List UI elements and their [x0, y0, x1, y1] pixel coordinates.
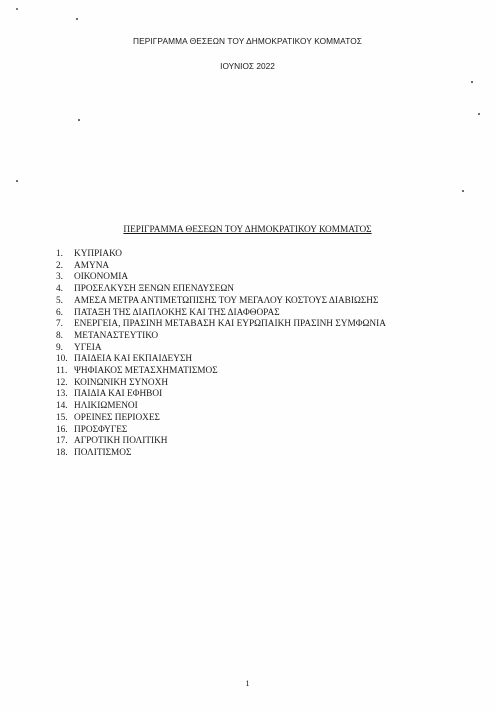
- topic-number: 1.: [56, 249, 63, 259]
- topic-item: [56, 261, 416, 273]
- scan-speck: [16, 8, 18, 10]
- topic-text: ΠΑΤΑΞΗ ΤΗΣ ΔΙΑΠΛΟΚΗΣ ΚΑΙ ΤΗΣ ΔΙΑΦΘΟΡΑΣ: [74, 307, 280, 318]
- topic-number: 10.: [56, 354, 68, 365]
- topic-text: ΗΛΙΚΙΩΜΕΝΟΙ: [74, 401, 138, 412]
- topic-text: ΑΓΡΟΤΙΚΗ ΠΟΛΙΤΙΚΗ: [74, 436, 168, 447]
- topic-item: [56, 249, 416, 261]
- topic-number: 16.: [56, 424, 68, 435]
- topic-number: 17.: [56, 436, 68, 447]
- header-date: ΙΟΥΝΙΟΣ 2022: [220, 61, 275, 71]
- topic-item: [56, 284, 416, 296]
- topic-item: [56, 343, 416, 355]
- topic-text: ΠΟΛΙΤΙΣΜΟΣ: [74, 447, 132, 458]
- scan-speck: [76, 18, 78, 20]
- topic-text: ΠΡΟΣΕΛΚΥΣΗ ΞΕΝΩΝ ΕΠΕΝΔΥΣΕΩΝ: [74, 284, 234, 295]
- topic-number: 3.: [56, 272, 63, 283]
- topic-item: [56, 272, 416, 284]
- topics-list: [56, 249, 416, 460]
- topic-number: 9.: [56, 342, 63, 353]
- topic-item: [56, 425, 416, 437]
- topic-text: ΜΕΤΑΝΑΣΤΕΥΤΙΚΟ: [74, 330, 159, 341]
- topic-text: ΠΑΙΔΕΙΑ ΚΑΙ ΕΚΠΑΙΔΕΥΣΗ: [74, 354, 193, 365]
- topic-number: 5.: [56, 295, 63, 306]
- scan-speck: [471, 81, 473, 83]
- topic-text: ΥΓΕΙΑ: [74, 342, 102, 353]
- topic-item: [56, 436, 416, 448]
- topic-number: 15.: [56, 412, 68, 423]
- topic-text: ΟΙΚΟΝΟΜΙΑ: [74, 272, 129, 283]
- topic-item: [56, 308, 416, 320]
- topic-text: ΚΟΙΝΩΝΙΚΗ ΣΥΝΟΧΗ: [74, 377, 169, 388]
- topic-item: [56, 296, 416, 308]
- topic-number: 12.: [56, 377, 68, 388]
- topic-number: 13.: [56, 389, 68, 400]
- topic-item: [56, 378, 416, 390]
- scan-speck: [462, 190, 464, 192]
- topic-number: 2.: [56, 260, 63, 271]
- topic-number: 11.: [56, 366, 68, 377]
- topic-number: 14.: [56, 401, 68, 412]
- scan-speck: [16, 180, 18, 182]
- topic-text: ΟΡΕΙΝΕΣ ΠΕΡΙΟΧΕΣ: [74, 412, 160, 423]
- topic-text: ΠΑΙΔΙΑ ΚΑΙ ΕΦΗΒΟΙ: [74, 389, 163, 400]
- topic-number: 7.: [56, 319, 63, 330]
- topic-number: 18.: [56, 447, 68, 458]
- topic-number: 6.: [56, 307, 63, 318]
- topic-text: ΕΝΕΡΓΕΙΑ, ΠΡΑΣΙΝΗ ΜΕΤΑΒΑΣΗ ΚΑΙ ΕΥΡΩΠΑΙΚΗ ΠΡΑΣΙΝΗ ΣΥΜΦΩΝΙΑ: [74, 319, 386, 330]
- page-number: 1: [245, 678, 250, 688]
- topic-item: [56, 389, 416, 401]
- topic-item: [56, 413, 416, 425]
- scan-speck: [78, 119, 80, 121]
- header-title: ΠΕΡΙΓΡΑΜΜΑ ΘΕΣΕΩΝ ΤΟΥ ΔΗΜΟΚΡΑΤΙΚΟΥ ΚΟΜΜΑΤΟΣ: [133, 36, 362, 46]
- topic-item: [56, 448, 416, 460]
- topic-item: [56, 401, 416, 413]
- topic-item: [56, 331, 416, 343]
- topic-text: ΑΜΕΣΑ ΜΕΤΡΑ ΑΝΤΙΜΕΤΩΠΙΣΗΣ ΤΟΥ ΜΕΓΑΛΟΥ ΚΟΣΤΟΥΣ ΔΙΑΒΙΩΣΗΣ: [74, 295, 379, 306]
- document-heading: ΠΕΡΙΓΡΑΜΜΑ ΘΕΣΕΩΝ ΤΟΥ ΔΗΜΟΚΡΑΤΙΚΟΥ ΚΟΜΜΑΤΟΣ: [123, 225, 372, 235]
- topic-item: [56, 319, 416, 331]
- topic-item: [56, 354, 416, 366]
- topic-text: ΠΡΟΣΦΥΓΕΣ: [74, 424, 128, 435]
- topic-text: ΚΥΠΡΙΑΚΟ: [74, 249, 122, 259]
- topic-number: 8.: [56, 330, 63, 341]
- topic-item: [56, 366, 416, 378]
- topic-text: ΑΜΥΝΑ: [74, 260, 110, 271]
- scan-speck: [478, 113, 480, 115]
- topic-number: 4.: [56, 284, 63, 295]
- topic-text: ΨΗΦΙΑΚΟΣ ΜΕΤΑΣΧΗΜΑΤΙΣΜΟΣ: [74, 366, 218, 377]
